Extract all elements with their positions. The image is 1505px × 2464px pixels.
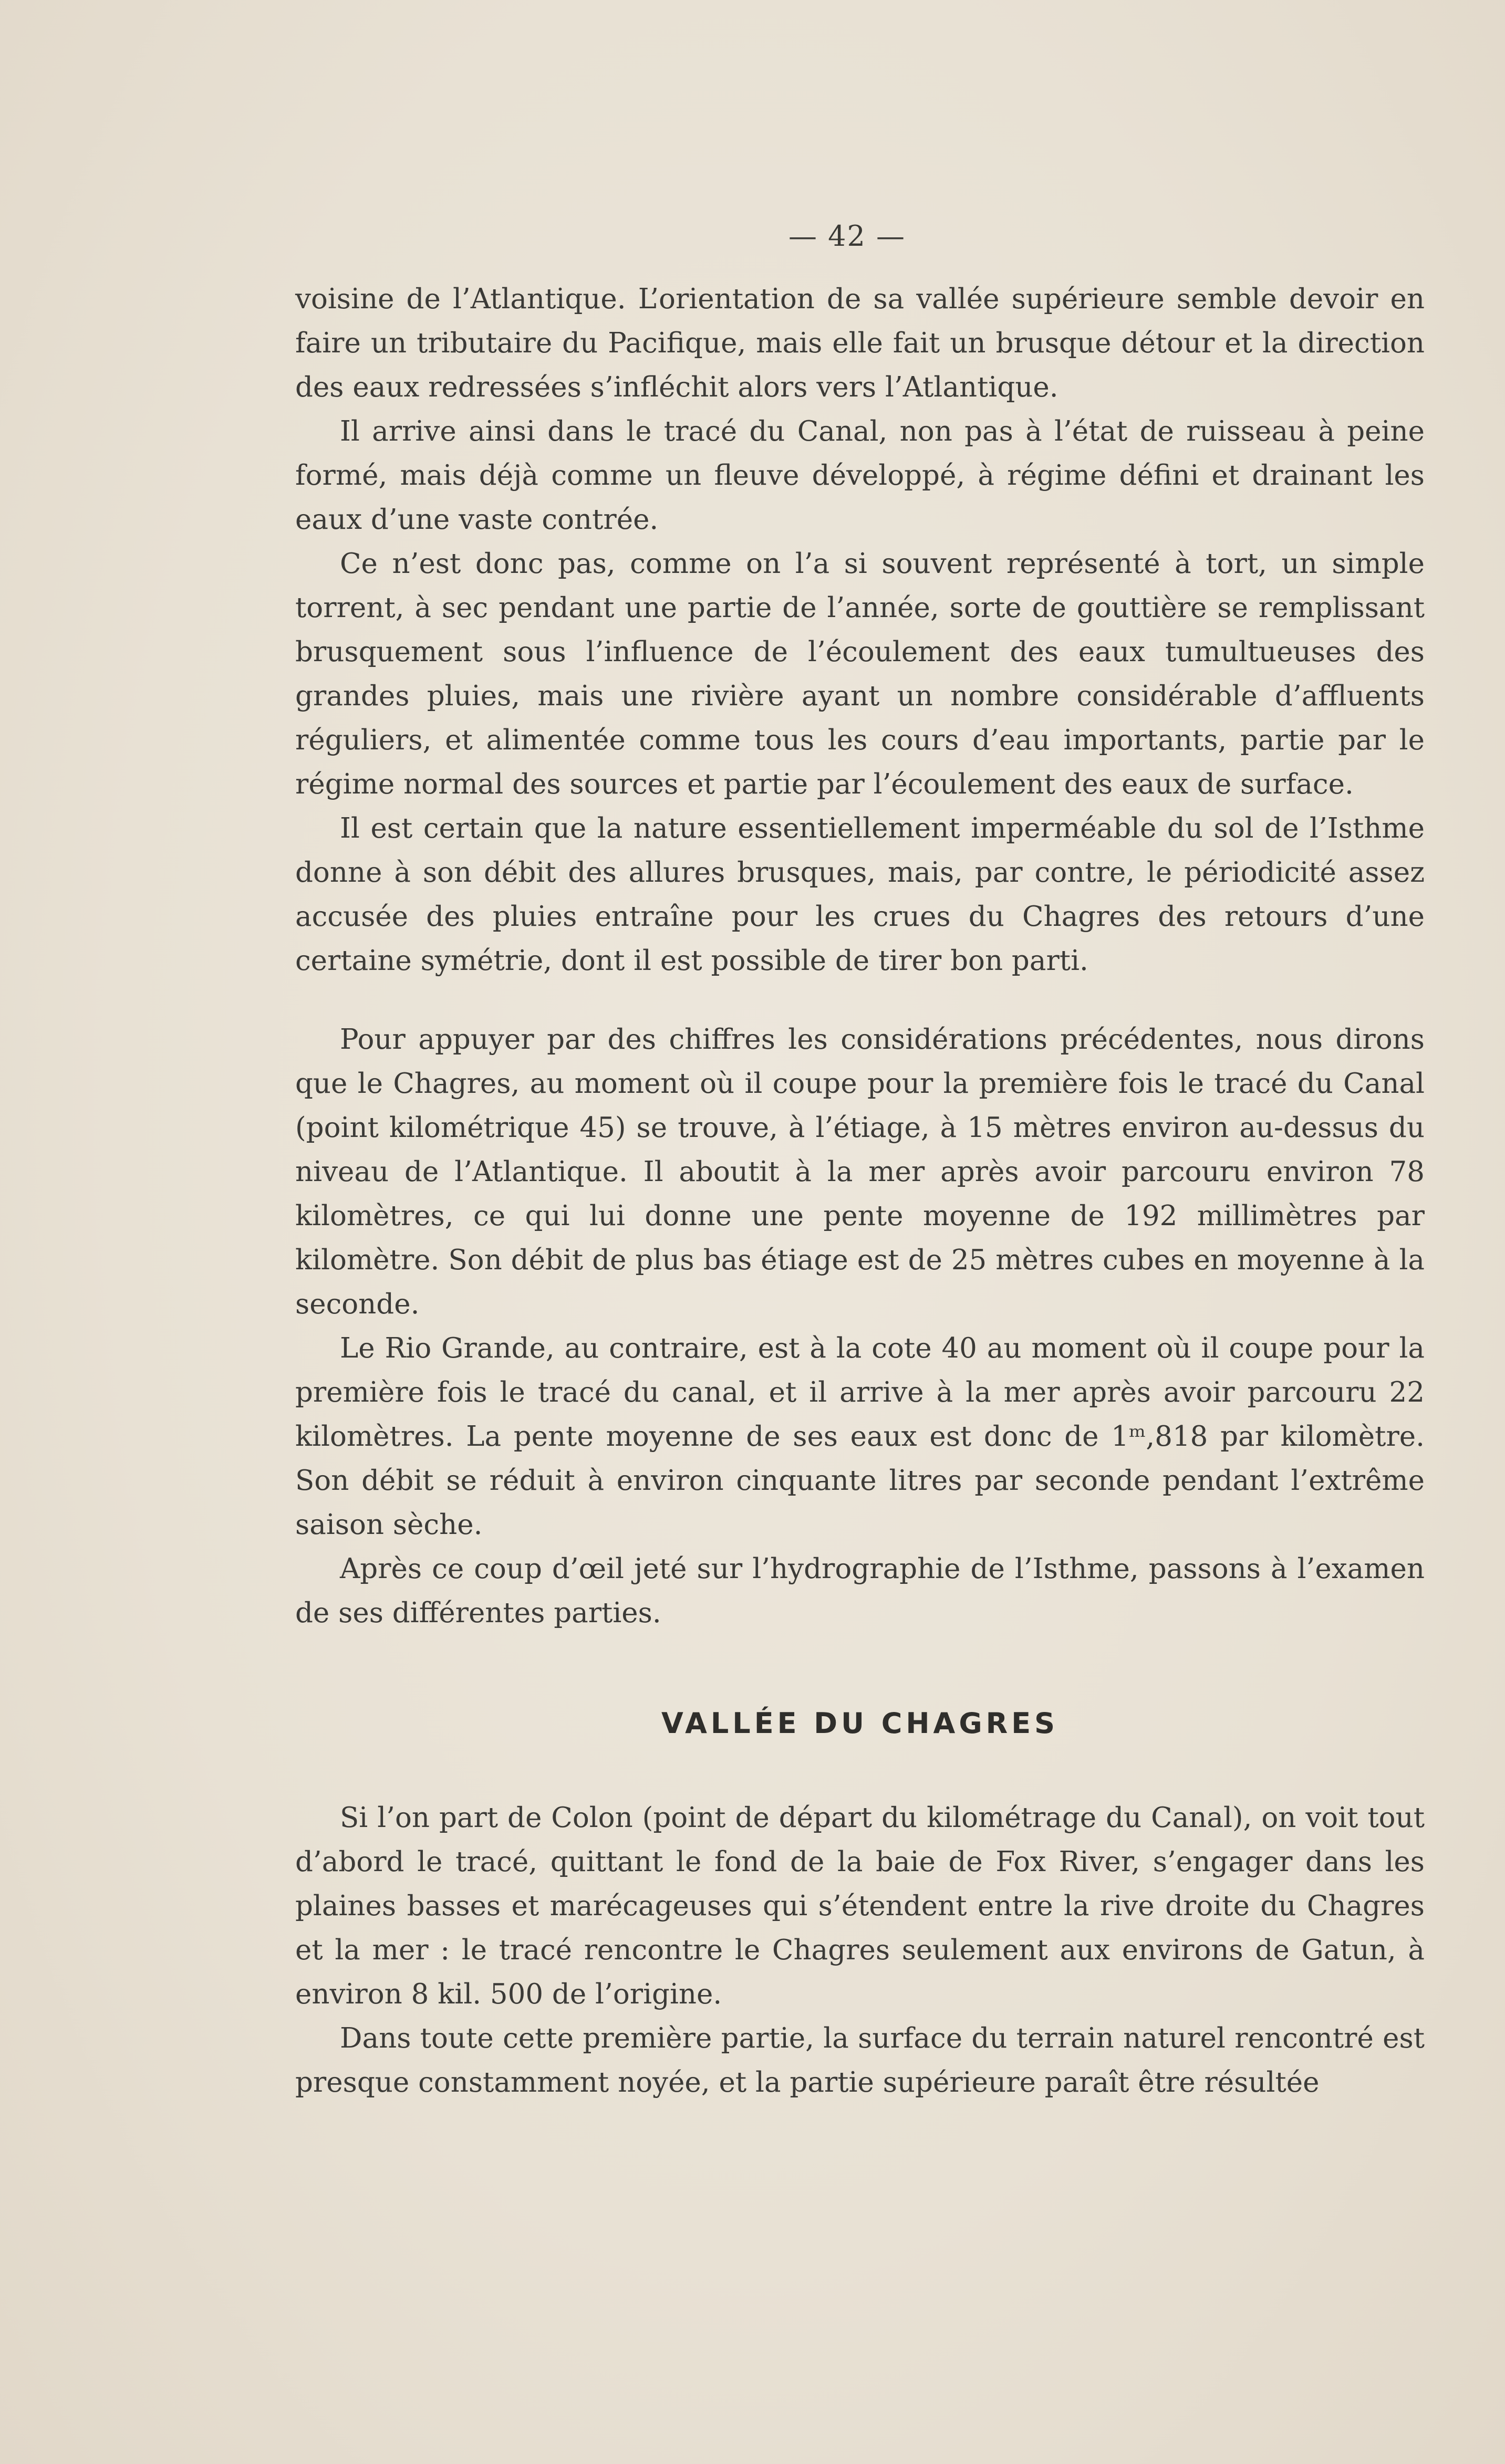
paragraph: Si l’on part de Colon (point de départ du kilométrage du Canal), on voit tout d’abord le tracé, quittant le fond de la baie de Fox River, s’engager dans les plaines basses et marécageuses qui s’étendent entre la rive droite du Chagres et la mer : le tracé rencontre le Chagres seulement aux environs de Gatun, à environ 8 kil. 500 de l’origine. (295, 1802, 1425, 2010)
page-number: — 42 — (788, 220, 906, 253)
section-heading: VALLÉE DU CHAGRES (661, 1707, 1059, 1740)
paragraph: Après ce coup d’œil jeté sur l’hydrographie de l’Isthme, passons à l’examen de ses différentes parties. (295, 1553, 1425, 1629)
text-block-chagres-valley (295, 1796, 1425, 2105)
text-block-figures (295, 1018, 1425, 1635)
paragraph: Pour appuyer par des chiffres les considérations précédentes, nous dirons que le Chagres, au moment où il coupe pour la première fois le tracé du Canal (point kilométrique 45) se trouve, à l’étiage, à 15 mètres environ au-dessus du niveau de l’Atlantique. Il aboutit à la mer après avoir parcouru environ 78 kilomètres, ce qui lui donne une pente moyenne de 192 millimètres par kilomètre. Son débit de plus bas étiage est de 25 mètres cubes en moyenne à la seconde. (295, 1024, 1425, 1320)
text-block-intro (295, 277, 1425, 983)
paragraph: Le Rio Grande, au contraire, est à la cote 40 au moment où il coupe pour la première fois le tracé du canal, et il arrive à la mer après avoir parcouru 22 kilomètres. La pente moyenne de ses eaux est donc de 1ᵐ,818 par kilomètre. Son débit se réduit à environ cinquante litres par seconde pendant l’extrême saison sèche. (295, 1332, 1425, 1541)
paragraph: Dans toute cette première partie, la surface du terrain naturel rencontré est presque constamment noyée, et la partie supérieure paraît être résultée (295, 2022, 1425, 2098)
paragraph: voisine de l’Atlantique. L’orientation de sa vallée supérieure semble devoir en faire un tributaire du Pacifique, mais elle fait un brusque détour et la direction des eaux redressées s’infléchit alors vers l’Atlantique. (295, 283, 1425, 403)
paragraph: Ce n’est donc pas, comme on l’a si souvent représenté à tort, un simple torrent, à sec pendant une partie de l’année, sorte de gouttière se remplissant brusquement sous l’influence de l’écoulement des eaux tumultueuses des grandes pluies, mais une rivière ayant un nombre considérable d’affluents réguliers, et alimentée comme tous les cours d’eau importants, partie par le régime normal des sources et partie par l’écoulement des eaux de surface. (295, 548, 1425, 800)
paragraph: Il est certain que la nature essentiellement imperméable du sol de l’Isthme donne à son débit des allures brusques, mais, par contre, le périodicité assez accusée des pluies entraîne pour les crues du Chagres des retours d’une certaine symétrie, dont il est possible de tirer bon parti. (295, 812, 1425, 977)
paragraph: Il arrive ainsi dans le tracé du Canal, non pas à l’état de ruisseau à peine formé, mais déjà comme un fleuve développé, à régime défini et drainant les eaux d’une vaste contrée. (295, 415, 1425, 536)
